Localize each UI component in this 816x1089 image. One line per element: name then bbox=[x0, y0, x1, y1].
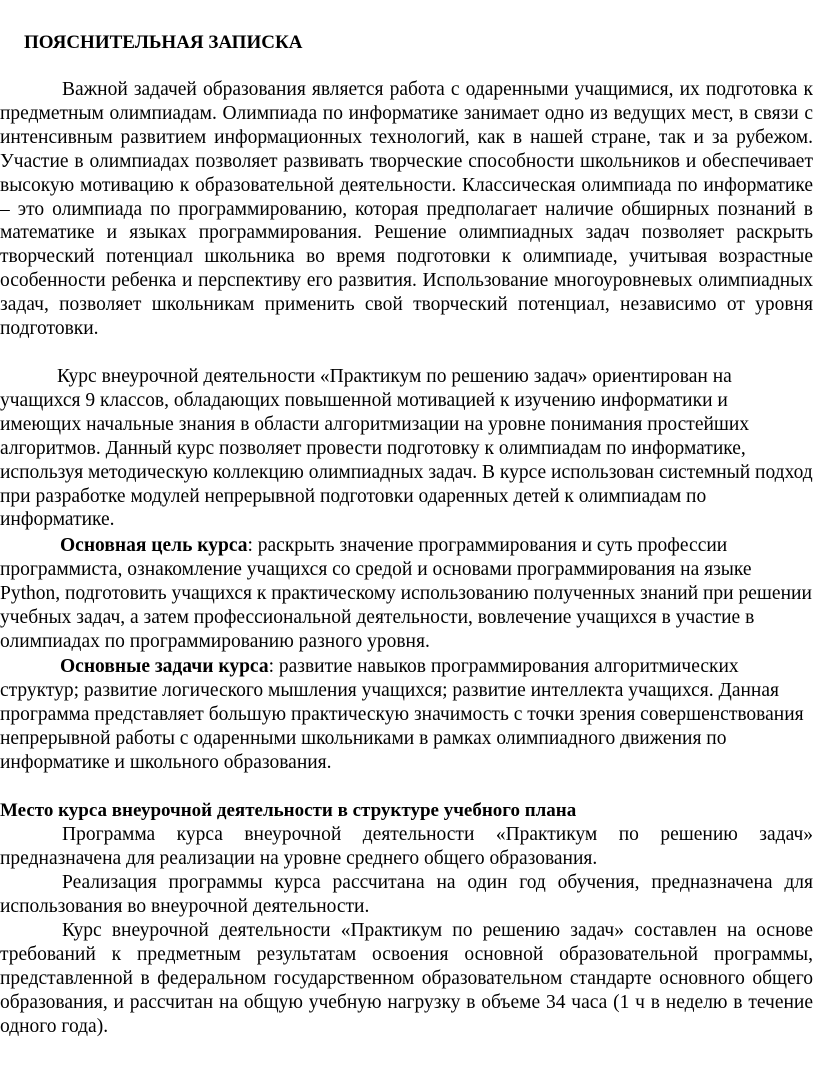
goal-text: : раскрыть значение программирования и суть профессии программиста, ознакомление учащихся со средой и основами программирования на языке Python, подготовить учащихся к практическому использованию полученных знаний при решении учебных задач, а затем профессиональной деятельности, вовлечение учащихся в участие в олимпиадах по программированию разного уровня. bbox=[0, 535, 812, 652]
tasks-label: Основные задачи курса bbox=[60, 656, 269, 677]
place-paragraph-2: Реализация программы курса рассчитана на один год обучения, предназначена для использования во внеурочной деятельности. bbox=[0, 872, 813, 917]
place-paragraph-1: Программа курса внеурочной деятельности «Практикум по решению задач» предназначена для реализации на уровне среднего общего образования. bbox=[0, 824, 813, 869]
tasks-paragraph bbox=[0, 655, 813, 775]
goal-paragraph bbox=[0, 534, 813, 654]
place-paragraph-3: Курс внеурочной деятельности «Практикум по решению задач» составлен на основе требований к предметным результатам освоения основной образовательной программы, представленной в федеральном государственном образовательном стандарте основного общего образования, и рассчитан на общую учебную нагрузку в объеме 34 часа (1 ч в неделю в течение одного года). bbox=[0, 920, 813, 1037]
document-title: ПОЯСНИТЕЛЬНАЯ ЗАПИСКА bbox=[24, 32, 303, 53]
goal-label: Основная цель курса bbox=[60, 535, 248, 556]
section-title: Место курса внеурочной деятельности в структуре учебного плана bbox=[0, 800, 577, 821]
course-paragraph: Курс внеурочной деятельности «Практикум по решению задач» ориентирован на учащихся 9 классов, обладающих повышенной мотивацией к изучению информатики и имеющих начальные знания в области алгоритмизации на уровне понимания простейших алгоритмов. Данный курс позволяет провести подготовку к олимпиадам по информатике, используя методическую коллекцию олимпиадных задач. В курсе использован системный подход при разработке модулей непрерывной подготовки одаренных детей к олимпиадам по информатике. bbox=[0, 366, 813, 531]
tasks-text: : развитие навыков программирования алгоритмических структур; развитие логического мышления учащихся; развитие интеллекта учащихся. Данная программа представляет большую практическую значимость с точки зрения совершенствования непрерывной работы с одаренными школьниками в рамках олимпиадного движения по информатике и школьного образования. bbox=[0, 656, 804, 773]
intro-paragraph: Важной задачей образования является работа с одаренными учащимися, их подготовка к предметным олимпиадам. Олимпиада по информатике занимает одно из ведущих мест, в связи с интенсивным развитием информационных технологий, как в нашей стране, так и за рубежом. Участие в олимпиадах позволяет развивать творческие способности школьников и обеспечивает высокую мотивацию к образовательной деятельности. Классическая олимпиада по информатике – это олимпиада по программированию, которая предполагает наличие обширных познаний в математике и языках программирования. Решение олимпиадных задач позволяет раскрыть творческий потенциал школьника во время подготовки к олимпиаде, учитывая возрастные особенности ребенка и перспективу его развития. Использование многоуровневых олимпиадных задач, позволяет школьникам применить свой творческий потенциал, независимо от уровня подготовки. bbox=[0, 79, 813, 340]
